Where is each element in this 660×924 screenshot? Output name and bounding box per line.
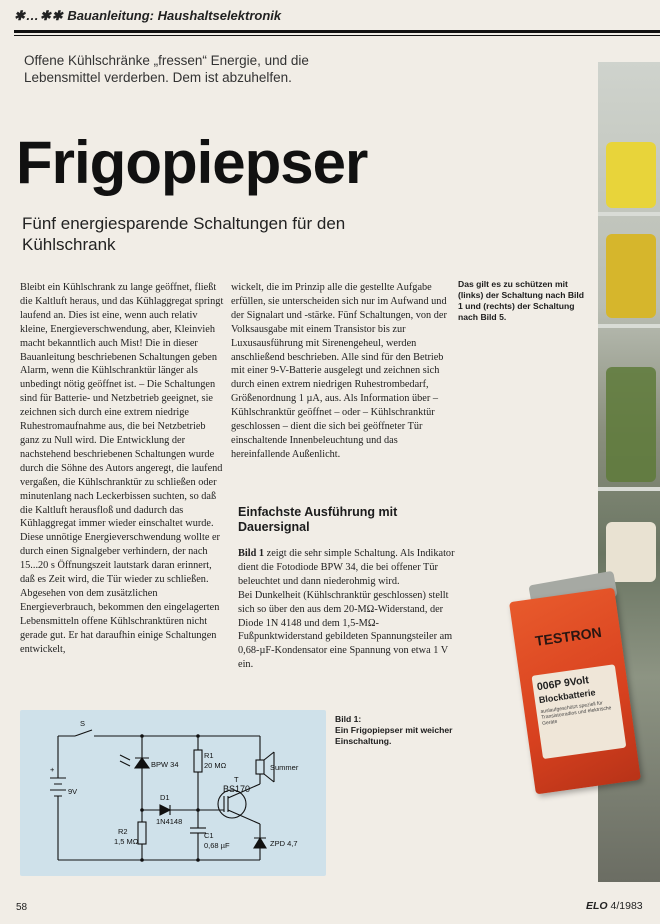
battery-fine-print: auslaufgeschützt speziell für Transistorradios und elektrische Geräte: [540, 700, 612, 727]
label-r1-value: 20 MΩ: [204, 761, 227, 770]
photo-caption: Das gilt es zu schützen mit (links) der Schaltung nach Bild 1 und (rechts) der Schaltung nach Bild 5.: [458, 279, 585, 322]
header-title: Bauanleitung: Haushaltselektronik: [67, 8, 282, 23]
label-transistor: BS170: [223, 784, 251, 794]
article-subtitle: Fünf energiesparende Schaltungen für den Kühlschrank: [22, 214, 346, 254]
label-switch: S: [80, 719, 86, 728]
label-battery: 9V: [68, 787, 78, 796]
label-buzzer: Summer: [270, 763, 299, 772]
issue-number: 4/1983: [610, 900, 643, 912]
shelf: [598, 212, 660, 216]
battery-label: [531, 664, 626, 759]
jar: [606, 142, 656, 208]
label-bpw34: BPW 34: [151, 760, 179, 769]
header-rule-thin: [14, 35, 660, 36]
battery-type: Blockbatterie: [538, 687, 597, 706]
paragraph-bild1-text: zeigt die sehr simple Schaltung. Als Indikator dient die Fotodiode BPW 34, die bei offener Tür beleuchtet und dann niederohmig wird.: [238, 548, 455, 587]
label-d1: D1: [160, 793, 170, 802]
paragraph-dark: Bei Dunkelheit (Kühlschranktür geschlossen) stellt sich so über den aus dem 20-MΩ-Widerstand, der Diode 1N 4148 und dem 1,5-MΩ-Fußpunktwiderstand gebildeten Spannungsteiler am 0,68-µF-Kondensator eine Spannung von etwa 1 V ein.: [238, 589, 453, 671]
label-zener: ZPD 4,7: [270, 839, 298, 848]
article-title: Frigopiepser: [16, 129, 368, 196]
battery-model: 006P 9Volt: [536, 674, 590, 694]
shelf: [598, 487, 660, 491]
body-column-2b: [238, 547, 456, 672]
header-rule: [14, 30, 660, 33]
page-number: 58: [16, 902, 28, 913]
jar: [606, 367, 656, 482]
header-stars: ✱…✱✱: [14, 8, 64, 23]
label-d1-value: 1N4148: [156, 817, 183, 826]
figure-caption-text: Ein Frigopiepser mit weicher Einschaltung.: [335, 725, 453, 746]
label-r1: R1: [204, 751, 214, 760]
label-c1: C1: [204, 831, 214, 840]
section-heading: Einfachste Ausführung mit Dauersignal: [238, 505, 398, 534]
paragraph-bild1: [238, 547, 456, 589]
label-r2-value: 1,5 MΩ: [114, 837, 139, 846]
shelf: [598, 324, 660, 328]
label-plus: +: [50, 765, 55, 774]
magazine-issue: [586, 900, 658, 912]
figure-label: Bild 1:: [335, 714, 362, 724]
magazine-name: ELO: [586, 900, 608, 912]
label-r2: R2: [118, 827, 128, 836]
figure-ref: Bild 1: [238, 548, 265, 559]
body-column-1: Bleibt ein Kühlschrank zu lange geöffnet, fließt die Kaltluft heraus, und das Kühlaggregat springt laufend an. Dies ist eine, wenn auch relativ kleine, Energieverschwendung, aber, Kleinvieh macht bekanntlich auch Mist! Die in dieser Bauanleitung beschriebenen Schaltungen geben Alarm, wenn die Kühlschranktür länger als unbedingt nötig geöffnet ist. – Die Schaltungen sind für Batterie- und Netzbetrieb geeignet, sie zeichnen sich durch eine extrem niedrige Ruhestromaufnahme aus, die bei Netzbetrieb ganz zu Null wird. Die Entwicklung der nachstehend beschriebenen Schaltungen wurde durch die Söhne des Autors angeregt, die laufend vergaßen, die Kühlschranktür zu schließen oder minutenlang nach Leckerbissen suchten, so daß die Kaltluft herausfloß und dadurch das Kühlaggregat immer wieder einschaltet wurde. Diese unnötige Energieverschwendung wollte er durch einen Signalgeber verhindern, der nach 15...20 s Öffnungszeit lautstark daran erinnert, daß es Zeit wird, die Tür wieder zu schließen. Abgesehen von dem zusätzlichen Energieverbrauch, bekommen den eingelagerten Lebensmitteln offene Kühlschranktüren nicht gerade gut. Er hat daraufhin einige Schaltungen entwickelt,: [20, 282, 224, 655]
figure-caption: [335, 714, 465, 747]
jar: [606, 234, 656, 318]
body-column-2: wickelt, die im Prinzip alle die gestellte Aufgabe erfüllen, sie unterscheiden sich nur im Aufwand und der Signalart und -stärke. Fünf Schaltungen, von der Volksausgabe mit einem Transistor bis zur Luxusausführung mit Sirenengeheul, werden anschließend beschrieben. Alle sind für den Betrieb mit einer 9-V-Batterie ausgelegt und zeichnen sich durch einen extrem niedrigen Ruhestrombedarf, Größenordnung 1 µA, aus. Als Information über – Kühlschranktür geöffnet – oder – Kühlschranktür geschlossen – dient die sich bei geöffneter Tür einschaltende Innenbeleuchtung und das hereinfallende Außenlicht.: [231, 282, 447, 460]
battery-brand: TESTRON: [534, 623, 603, 649]
teaser-text: Offene Kühlschränke „fressen“ Energie, und die Lebensmittel verderben. Dem ist abzuhelfen.: [24, 53, 309, 85]
label-transistor-letter: T: [234, 775, 239, 784]
section-header: [14, 8, 654, 30]
circuit-schematic: [20, 710, 326, 876]
label-c1-value: 0,68 µF: [204, 841, 230, 850]
